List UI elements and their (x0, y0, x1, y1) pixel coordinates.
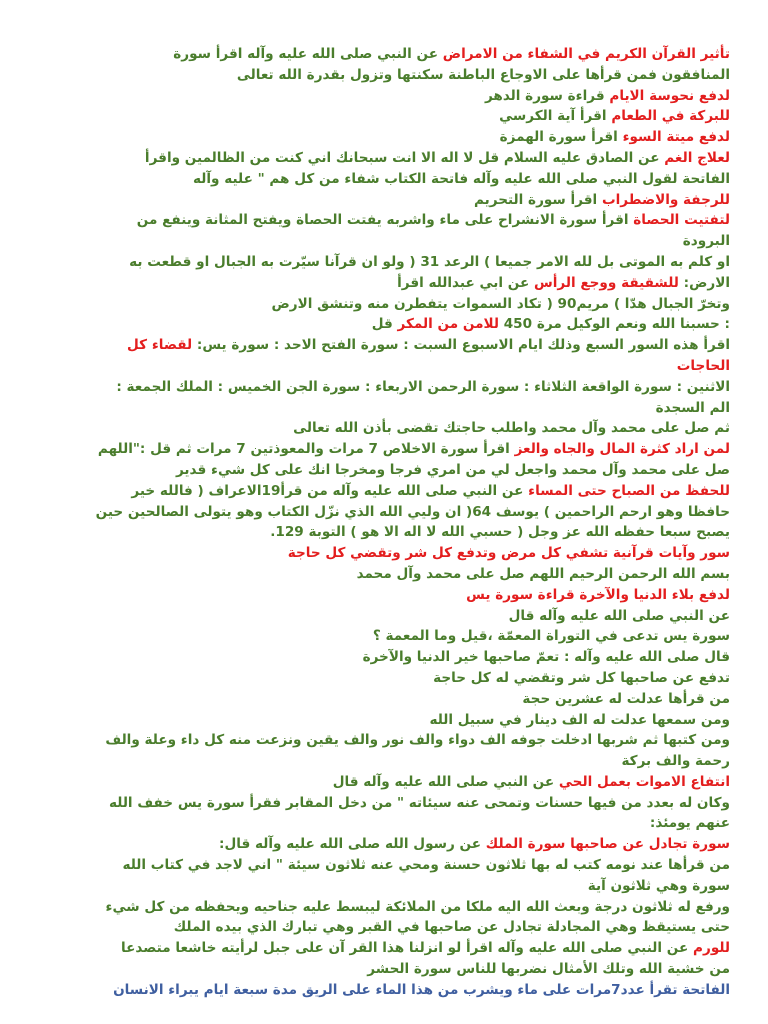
text-line (38, 522, 730, 543)
text-line (38, 647, 730, 668)
text-line (38, 356, 730, 377)
text-line (38, 606, 730, 627)
body-text: ومن سمعها عدلت له الف دينار في سبيل الله (429, 711, 730, 728)
text-line (38, 169, 730, 190)
text-line (38, 855, 730, 876)
body-text: عنهم يومئذ: (649, 815, 730, 832)
highlighted-heading-text: لمن اراد كثرة المال والجاه والعز (514, 441, 730, 458)
body-text: عن الصادق عليه السلام قل لا اله الا انت سبحانك اني كنت من الظالمين واقرأ (144, 149, 665, 166)
text-line (38, 231, 730, 252)
text-line (38, 294, 730, 315)
text-line (38, 481, 730, 502)
text-line (38, 543, 730, 564)
text-line (38, 772, 730, 793)
highlighted-heading-text: لدفع نحوسة الايام (609, 87, 730, 104)
body-text: اقرأ هذه السور السبع وذلك ايام الاسبوع السبت : سورة الفتح الاحد : سورة يس: (192, 337, 730, 354)
text-line (38, 460, 730, 481)
body-text: رحمة والف بركة (621, 753, 730, 770)
highlighted-heading-text: تأثير القرآن الكريم في الشفاء من الامراض (442, 46, 730, 62)
text-line (38, 876, 730, 897)
body-text: ثم صل على محمد وآل محمد واطلب حاجتك تقضى بأذن الله تعالى (293, 420, 730, 437)
body-text: البرودة (682, 233, 730, 250)
body-text: او كلم به الموتى بل لله الامر جميعا ) الرعد 31 ( ولو ان قرآنا سيّرت به الجبال او قطعت به (129, 253, 730, 270)
text-line (38, 335, 730, 356)
body-text: قال صلى الله عليه وآله : تعمّ صاحبها خير الدنيا والآخرة (362, 649, 730, 666)
body-text: يصبح سبعا حفظه الله عز وجل ( حسبي الله لا اله الا هو ) التوبة 129. (270, 524, 730, 541)
text-line (38, 689, 730, 710)
text-line (38, 793, 730, 814)
body-text: سورة وهي ثلاثون آية (587, 877, 730, 894)
body-text: ومن كتبها ثم شربها ادخلت جوفه الف دواء والف نور والف يقين ونزعت منه كل داء وعلة والف (105, 732, 730, 749)
text-line (38, 148, 730, 169)
body-text: الفاتحة لقول النبي صلى الله عليه وآله فاتحة الكتاب شفاء من كل هم " عليه وآله (193, 170, 730, 187)
body-text: عن النبي صلى الله عليه وآله من قرأ19الاعراف ( فالله خير (131, 482, 529, 499)
body-text: عن النبي صلى الله عليه وآله قال (508, 607, 730, 624)
body-text: من خشية الله وتلك الأمثال نضربها للناس سورة الحشر (367, 961, 730, 978)
text-line (38, 127, 730, 148)
highlighted-heading-text: لدفع بلاء الدنيا والآخرة قراءة سورة يس (466, 586, 730, 603)
highlighted-heading-text: لدفع ميتة السوء (622, 129, 730, 146)
text-line (38, 398, 730, 419)
text-line (38, 564, 730, 585)
body-text: عن النبي صلى الله عليه وآله قال (332, 773, 559, 790)
body-text: قل (371, 316, 398, 333)
body-text: قراءة سورة الدهر (484, 87, 610, 104)
highlighted-heading-text: للامن من المكر (397, 316, 499, 333)
text-line (38, 751, 730, 772)
text-line (38, 917, 730, 938)
body-text: عن النبي صلى الله عليه وآله اقرأ لو انزلنا هذا القر آن على جبل لرأيته خاشعا متصدعا (121, 940, 694, 957)
body-text: المنافقون فمن قرأها على الاوجاع الباطنة سكنتها وتزول بقدرة الله تعالى (236, 66, 730, 83)
text-line (38, 980, 730, 1001)
text-line (38, 730, 730, 751)
body-text: اقرأ آية الكرسي (499, 108, 612, 125)
text-line (38, 314, 730, 335)
body-text: اقرأ سورة الاخلاص 7 مرات والمعوذتين 7 مرات ثم قل :"اللهم (97, 441, 515, 458)
highlighted-heading-text: للورم (693, 940, 730, 957)
body-text: الاثنين : سورة الواقعة الثلاثاء : سورة الرحمن الاربعاء : سورة الجن الخميس : الملك الجمعة : (116, 378, 730, 395)
body-text: : حسبنا الله ونعم الوكيل مرة 450 (498, 316, 730, 333)
highlighted-heading-text: للحفظ من الصباح حتى المساء (528, 482, 730, 499)
highlighted-heading-text: الحاجات (676, 357, 730, 374)
highlighted-heading-text: للشقيقة ووجع الرأس (533, 274, 679, 291)
text-line (38, 86, 730, 107)
text-line (38, 377, 730, 398)
body-text: بسم الله الرحمن الرحيم اللهم صل على محمد وآل محمد (356, 565, 730, 582)
highlighted-heading-text: سور وآيات قرآنية تشفي كل مرض وتدفع كل شر وتقضي كل حاجة (287, 545, 730, 562)
body-text: من قرأها عند نومه كتب له بها ثلاثون حسنة ومحي عنه ثلاثون سيئة " اني لاجد في كتاب الله (122, 857, 730, 874)
body-text: اقرأ سورة التحريم (473, 191, 602, 208)
text-line (38, 44, 730, 65)
highlighted-heading-text: للبركة في الطعام (611, 108, 730, 125)
text-line (38, 710, 730, 731)
text-line (38, 273, 730, 294)
body-text: من قرأها عدلت له عشرين حجة (522, 690, 730, 707)
text-line (38, 626, 730, 647)
document-body (38, 44, 730, 1001)
highlighted-heading-text: للرجفة والاضطراب (601, 191, 730, 208)
text-line (38, 813, 730, 834)
body-text: وتخرّ الجبال هدّا ) مريم90 ( تكاد السموات يتفطرن منه وتنشق الارض (271, 295, 730, 312)
text-line (38, 106, 730, 127)
body-text: الارض: (678, 274, 730, 291)
highlighted-heading-text: انتفاع الاموات بعمل الحي (558, 773, 730, 790)
text-line (38, 65, 730, 86)
text-line (38, 252, 730, 273)
highlighted-heading-text: لعلاج الغم (664, 149, 730, 166)
body-text: الم السجدة (655, 399, 730, 416)
text-line (38, 959, 730, 980)
body-text: اقرأ سورة الهمزة (499, 129, 623, 146)
text-line (38, 190, 730, 211)
body-text: حافظا وهو ارحم الراحمين ) يوسف 64( ان وليي الله الذي نزّل الكتاب وهو يتولى الصالحين حين (95, 503, 730, 520)
highlighted-heading-text: سورة تجادل عن صاحبها سورة الملك (485, 836, 730, 853)
text-line (38, 418, 730, 439)
body-text: عن النبي صلى الله عليه وآله اقرأ سورة (173, 46, 443, 62)
body-text: عن رسول الله صلى الله عليه وآله قال: (219, 836, 486, 853)
body-text: سورة يس تدعى في التوراة المعمّة ،قيل وما المعمة ؟ (372, 628, 730, 645)
highlighted-heading-text: لقضاء كل (127, 337, 193, 354)
footer-text: الفاتحة تقرأ عدد7مرات على ماء ويشرب من هذا الماء على الريق مدة سبعة ايام يبراء الانسان (113, 981, 730, 998)
body-text: ورفع له ثلاثون درجة وبعث الله اليه ملكا من الملائكة ليبسط عليه جناحيه ويحفظه من كل شيء (105, 898, 730, 915)
text-line (38, 834, 730, 855)
highlighted-heading-text: لتفتيت الحصاة (633, 212, 730, 229)
text-line (38, 897, 730, 918)
body-text: صل على محمد وآل محمد واجعل لي من امري فرجا ومخرجا انك على كل شيء قدير (175, 461, 730, 478)
text-line (38, 585, 730, 606)
body-text: اقرأ سورة الانشراح على ماء واشربه يفتت الحصاة ويفتح المثانة وينفع من (136, 212, 634, 229)
text-line (38, 210, 730, 231)
body-text: وكان له بعدد من فيها حسنات وتمحى عنه سيئاته " من دخل المقابر فقرأ سورة يس خفف الله (109, 794, 730, 811)
body-text: تدفع عن صاحبها كل شر وتقضي له كل حاجة (433, 669, 730, 686)
text-line (38, 668, 730, 689)
text-line (38, 502, 730, 523)
body-text: عن ابي عبدالله اقرأ (397, 274, 534, 291)
body-text: حتى يستيقظ وهي المجادلة تجادل عن صاحبها في القبر وهي تبارك الذي بيده الملك (173, 919, 730, 936)
text-line (38, 439, 730, 460)
text-line (38, 938, 730, 959)
